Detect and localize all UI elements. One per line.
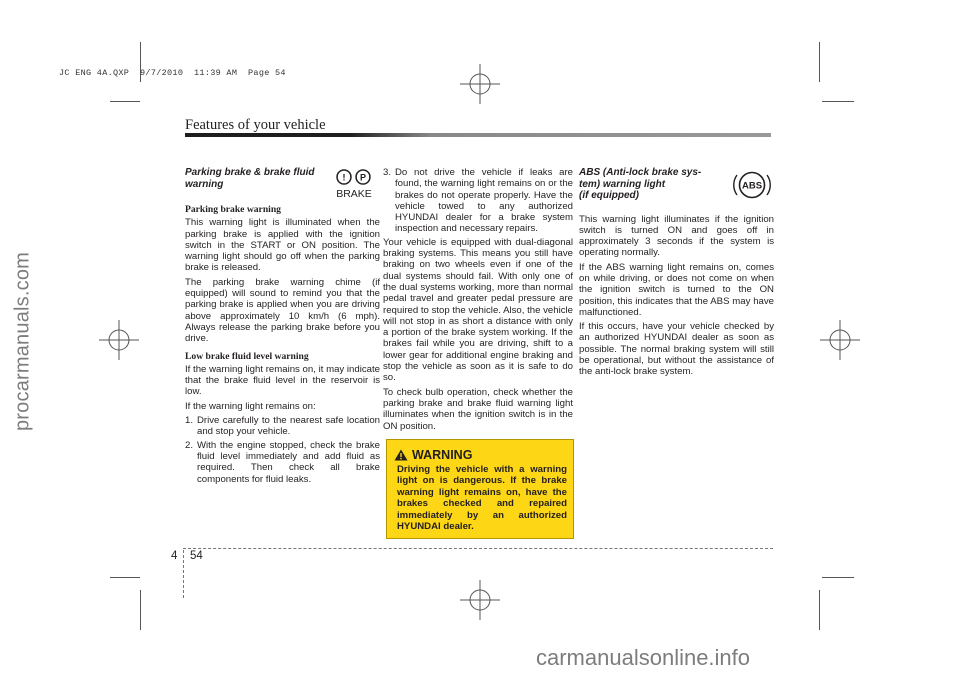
paragraph: Your vehicle is equipped with dual-diagonal braking systems. This means you still have braking on two wheels even if one of the dual systems should fail. With only one of the dual systems working, more than normal pedal travel and greater pedal pressure are required to stop the vehicle. Also, the vehicle will not stop in as short a distance with only a portion of the brake system working. If the brakes fail while you are driving, shift to a lower gear for additional engine braking and stop the vehicle as soon as it is safe to do so. [383,236,573,384]
page-header-title: Features of your vehicle [185,117,326,133]
chapter-number: 4 [171,550,178,562]
warning-title: WARNING [412,448,473,462]
registration-mark-left-icon [97,318,141,362]
paragraph: This warning light is illuminated when the parking brake is applied with the ignition switch in the START or ON position. The warning light should go off when the parking brake is released. [185,217,380,274]
paragraph: If the warning light remains on: [185,400,316,412]
crop-mark-br-h [822,577,854,578]
list-item: 1. Drive carefully to the nearest safe location and stop your vehicle. [185,415,380,438]
crop-mark-tl-h [110,101,140,102]
subheading-low-brake-fluid: Low brake fluid level warning [185,350,309,362]
warning-text: Driving the vehicle with a warning light on is dangerous. If the brake warning light remains on, have the brakes checked and repaired immediately by an authorized HYUNDAI dealer. [397,464,567,533]
paragraph: To check bulb operation, check whether the parking brake and brake fluid warning light illuminates when the ignition switch is in the ON position. [383,386,573,432]
footer-separator [183,550,184,598]
side-watermark: procarmanuals.com [11,251,34,432]
svg-text:ABS: ABS [741,180,763,192]
svg-text:P: P [359,172,367,183]
column-1 [185,167,380,487]
crop-mark-br-v [819,590,820,630]
crop-mark-tr-v [819,42,820,82]
warning-header [394,448,472,462]
brake-warning-icon [330,168,378,200]
page-number: 54 [190,550,203,562]
svg-text:BRAKE: BRAKE [336,188,372,200]
paragraph: If the warning light remains on, it may indicate that the brake fluid level in the reservoir is low. [185,363,380,398]
column-2 [383,167,573,435]
crop-mark-bl-v [140,590,141,630]
registration-mark-bottom-icon [458,578,502,622]
warning-box [386,439,574,539]
crop-mark-bl-h [110,577,140,578]
section-title-parking-brake: Parking brake & brake fluid warning [185,167,315,190]
paragraph: This warning light illuminates if the ignition switch is turned ON and goes off in approximately 3 seconds if the system is operating normally. [579,213,774,259]
registration-mark-top-icon [458,62,502,106]
subheading-parking-brake-warning: Parking brake warning [185,204,281,215]
print-slug: JC ENG 4A.QXP 9/7/2010 11:39 AM Page 54 [59,68,286,78]
paragraph: If this occurs, have your vehicle checked by an authorized HYUNDAI dealer as soon as possible. The normal braking system will still be operational, but without the assistance of the anti-lock brake system. [579,321,774,378]
svg-text:!: ! [342,172,346,183]
header-rule [185,133,771,137]
bottom-watermark: carmanualsonline.info [536,645,751,670]
list-item: 3. Do not drive the vehicle if leaks are found, the warning light remains on or the brakes do not operate properly. Have the vehicle towed to any authorized HYUNDAI dealer for a brake system inspection and necessary repairs. [383,167,573,235]
list-item: 2. With the engine stopped, check the brake fluid level immediately and add fluid as required. Then check all brake components for fluid leaks. [185,439,380,485]
footer-rule [183,548,773,549]
paragraph: If the ABS warning light remains on, comes on while driving, or does not come on when the ignition switch is turned to the ON position, this indicates that the ABS may have malfunctioned. [579,261,774,318]
crop-mark-tr-h [822,101,854,102]
abs-warning-icon [731,167,773,203]
section-title-abs: ABS (Anti-lock brake sys- tem) warning light (if equipped) [579,167,702,201]
paragraph: The parking brake warning chime (if equipped) will sound to remind you that the parking brake is applied when you are driving above approximately 10 km/h (6 mph). Always release the parking brake before you drive. [185,276,380,345]
registration-mark-right-icon [818,318,862,362]
warning-triangle-icon [394,449,408,461]
